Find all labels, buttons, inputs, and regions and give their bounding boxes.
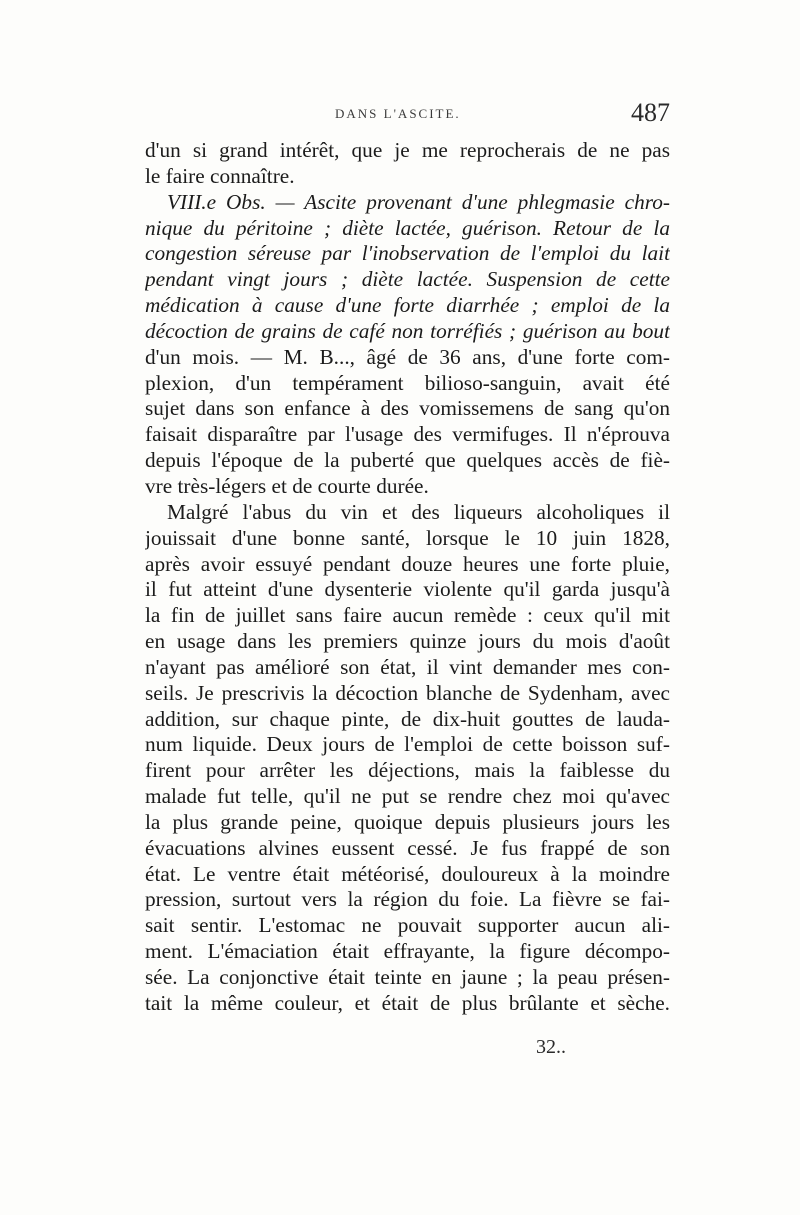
text-line: jouissait d'une bonne santé, lorsque le 10 juin 1828, — [145, 525, 670, 550]
text-line: évacuations alvines eussent cessé. Je fus frappé de son — [145, 835, 670, 860]
paragraph-start-line: Malgré l'abus du vin et des liqueurs alcoholiques il — [167, 499, 670, 524]
text-line: ment. L'émaciation était effrayante, la figure décompo- — [145, 939, 670, 964]
text-line: d'un si grand intérêt, que je me reprocherais de ne pas — [145, 138, 670, 162]
page-header — [145, 96, 670, 136]
observation-heading-line: pendant vingt jours ; diète lactée. Suspension de cette — [145, 267, 670, 292]
text-line: depuis l'époque de la puberté que quelques accès de fiè- — [145, 448, 670, 473]
text-line: la fin de juillet sans faire aucun remède : ceux qu'il mit — [145, 603, 670, 628]
text-line: la plus grande peine, quoique depuis plusieurs jours les — [145, 809, 670, 834]
text-line: malade fut telle, qu'il ne put se rendre chez moi qu'avec — [145, 784, 670, 809]
text-line: sujet dans son enfance à des vomissemens de sang qu'on — [145, 396, 670, 421]
signature-mark: 32.. — [536, 1036, 566, 1058]
text-line: vre très-légers et de courte durée. — [145, 473, 429, 498]
text-line: seils. Je prescrivis la décoction blanche de Sydenham, avec — [145, 680, 670, 705]
text-line: sée. La conjonctive était teinte en jaune ; la peau présen- — [145, 965, 670, 989]
text-line: pression, surtout vers la région du foie. La fièvre se fai- — [145, 887, 670, 912]
text-line: état. Le ventre était météorisé, douloureux à la moindre — [145, 861, 670, 886]
text-line: sait sentir. L'estomac ne pouvait supporter aucun ali- — [145, 913, 670, 938]
text-line: n'ayant pas amélioré son état, il vint demander mes con- — [145, 654, 670, 679]
observation-heading-line: VIII.e Obs. — Ascite provenant d'une phlegmasie chro- — [167, 189, 670, 214]
text-line: il fut atteint d'une dysenterie violente qu'il garda jusqu'à — [145, 577, 670, 602]
observation-heading-line: médication à cause d'une forte diarrhée ; emploi de la — [145, 293, 670, 318]
text-line: tait la même couleur, et était de plus brûlante et sèche. — [145, 990, 670, 1015]
text-line: en usage dans les premiers quinze jours du mois d'août — [145, 629, 670, 654]
observation-heading-line: congestion séreuse par l'inobservation de l'emploi du lait — [145, 241, 670, 266]
text-line: firent pour arrêter les déjections, mais la faiblesse du — [145, 758, 670, 783]
text-line: après avoir essuyé pendant douze heures une forte pluie, — [145, 551, 670, 576]
running-title: DANS L'ASCITE. — [335, 106, 461, 121]
observation-heading-line: nique du péritoine ; diète lactée, guérison. Retour de la — [145, 215, 670, 240]
body-text — [145, 138, 670, 1017]
text-line: d'un mois. — M. B..., âgé de 36 ans, d'une forte com- — [145, 344, 670, 369]
text-line: addition, sur chaque pinte, de dix-huit gouttes de lauda- — [145, 706, 670, 731]
observation-heading-line: décoction de grains de café non torréfiés ; guérison au bout — [145, 318, 670, 343]
text-line: plexion, d'un tempérament bilioso-sanguin, avait été — [145, 370, 670, 395]
page-number: 487 — [631, 98, 670, 127]
text-line: faisait disparaître par l'usage des vermifuges. Il n'éprouva — [145, 422, 670, 447]
text-line: le faire connaître. — [145, 163, 295, 188]
text-line: num liquide. Deux jours de l'emploi de cette boisson suf- — [145, 732, 670, 757]
